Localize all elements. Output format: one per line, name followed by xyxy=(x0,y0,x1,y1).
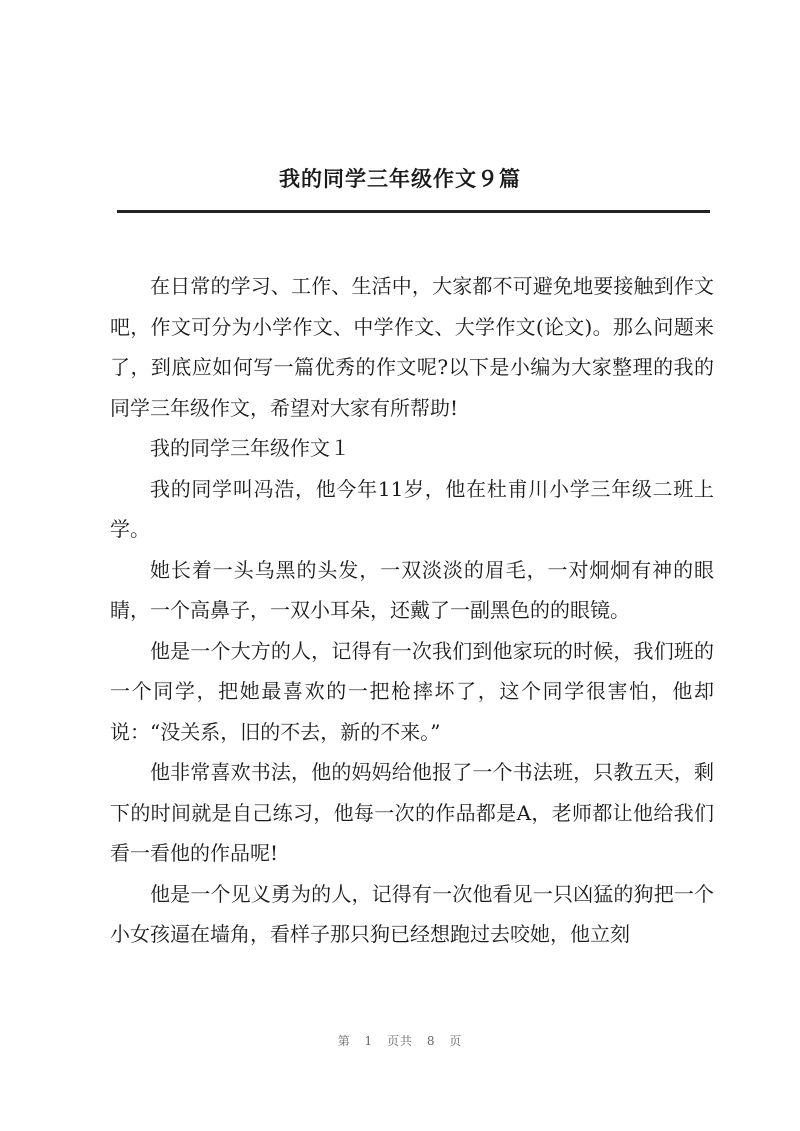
paragraph: 她长着一头乌黑的头发，一双淡淡的眉毛，一对炯炯有神的眼睛，一个高鼻子，一双小耳朵，还戴了一副黑色的的眼镜。 xyxy=(110,557,714,622)
paragraph: 他是一个大方的人，记得有一次我们到他家玩的时候，我们班的一个同学，把她最喜欢的一把枪摔坏了，这个同学很害怕，他却说：“没关系，旧的不去，新的不来。” xyxy=(110,638,714,744)
document-title: 我的同学三年级作文９篇 xyxy=(279,166,521,191)
title-divider xyxy=(117,210,710,213)
paragraph: 我的同学叫冯浩，他今年11岁，他在杜甫川小学三年级二班上学。 xyxy=(110,476,714,541)
section-heading: 我的同学三年级作文１ xyxy=(150,436,350,460)
paragraph: 他非常喜欢书法，他的妈妈给他报了一个书法班，只教五天，剩下的时间就是自己练习，他每一次的作品都是A，老师都让他给我们看一看他的作品呢! xyxy=(110,760,714,865)
document-body xyxy=(110,266,714,955)
paragraph-intro: 在日常的学习、工作、生活中，大家都不可避免地要接触到作文吧，作文可分为小学作文、中学作文、大学作文(论文)。那么问题来了，到底应如何写一篇优秀的作文呢?以下是小编为大家整理的我的同学三年级作文，希望对大家有所帮助! xyxy=(110,274,714,420)
paragraph: 他是一个见义勇为的人，记得有一次他看见一只凶猛的狗把一个小女孩逼在墙角，看样子那只狗已经想跑过去咬她，他立刻 xyxy=(110,881,714,946)
page-footer: 第 1 页共 8 页 xyxy=(337,1034,463,1048)
